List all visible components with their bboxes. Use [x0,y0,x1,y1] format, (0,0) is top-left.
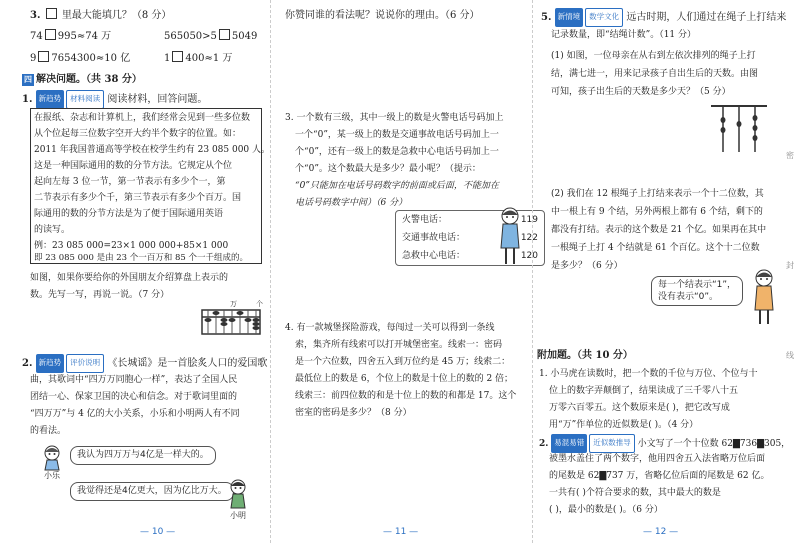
xiaole-speech-bubble: 我认为四万万与4亿是一样大的。 [70,446,216,465]
question-line: 的尾数是 62▇737 万，省略亿位后面的尾数是 62 亿。 [549,471,770,481]
tag-badge: 新情境 [555,8,584,27]
section-icon: 四 [24,75,32,84]
xiaoming-avatar-icon [226,478,250,508]
question-line: 线索三：前四位数的和是十位上的数的和都是 17。这个 [295,391,517,401]
answer-box[interactable] [46,8,57,19]
knotted-ropes-figure [709,100,769,156]
q3-row-2: 9 7654300≈10 亿 1 400≈1 万 [30,53,233,64]
xiaoming-name: 小明 [230,511,246,520]
question-line: 你赞同谁的看法呢？说说你的理由。（6 分） [285,10,480,21]
reading-line: 二节表示有多少个千，第三节表示有多少个百万。国 [34,193,242,203]
question-line: 可知，孩子出生后的天数是多少天？（5 分） [551,87,731,97]
question-line: 4. 有一款城堡探险游戏，每闯过一关可以得到一条线 [285,323,495,333]
reading-line: 在报纸、杂志和计算机上，我们经常会见到一些多位数 [34,113,251,123]
tag-badge: 数学文化 [585,8,623,27]
question-line: “四万万”与 4 亿的大小关系，小乐和小明两人有不同 [30,409,240,419]
question-line: (2) 我们在 12 根绳子上打结来表示一个十二位数，其 [551,189,764,199]
question-line: 都没有打结。表示的这个数是 21 个亿。如果再在其中 [551,225,767,235]
question-line: 索，集齐所有线索可以打开城堡密室。线索一：密码 [295,340,503,350]
seal-line-glyph: 密 [786,151,794,160]
question-line: 一个“0”，某一级上的数是交通事故电话号码加上一 [295,130,499,140]
answer-box[interactable] [38,51,49,62]
question-line: 1. 小马虎在读数时，把一个数的千位与万位、个位与十 [539,369,758,379]
page-number: — 10 — [140,527,176,537]
phone-row: 火警电话： 119 [402,215,538,225]
child-figure-icon [751,268,777,326]
seal-line-glyph: 封 [786,261,794,270]
question-line: 个“0”，还有一级上的数是急救中心电话号码加上一 [295,147,499,157]
question-line: 团结一心、保家卫国的决心和信念。对于歌词里面的 [30,392,238,402]
question-line: 个“0”。这个数最大是多少？最小呢？（提示： [295,164,481,174]
question-line: 是多少？（6 分） [551,261,623,271]
q3-row-1: 74 995≈74 万 565050>5 5049 [30,31,258,42]
tag-badge: 材料阅读 [66,90,104,109]
tag-badge: 评价说明 [66,354,104,373]
hint-line: 电话号码数字中间）（6 分） [295,198,408,208]
q3-title-text: 里最大能填几？（8 分） [61,10,172,21]
question-line: 万零六百零五。这个数原来是( )，把它改写成 [549,403,730,413]
question-line: 记录数量，即“结绳计数”。（11 分） [551,30,697,40]
answer-box[interactable] [219,29,230,40]
question-line: 如图，如果你要给你的外国朋友介绍算盘上表示的 [30,273,229,283]
question-line: 是一个六位数，四舍五入到万位约是 45 万；线索二： [295,357,511,367]
child-figure-icon [497,206,523,266]
xiaole-name: 小乐 [44,471,60,480]
e2-heading: 2. 易混易错 近似数推导 小文写了一个十位数 62▇736▇305， [539,434,792,453]
question-line: 结，满七进一，用来记录孩子自出生后的天数。由图 [551,69,759,79]
abacus-figure [200,298,262,338]
phone-row: 急救中心电话： 120 [402,251,538,261]
section-heading: 四 解决问题。（共 38 分） [24,74,142,85]
question-line: ( )，最小的数是( )。（6 分） [549,505,663,515]
right-page [532,0,800,543]
reading-line: 2011 年我国普通高等学校在校学生约有 23 085 000 人。 [34,145,271,155]
q2-heading: 2. 新趋势 评价说明 《长城谣》是一首脍炙人口的爱国歌 [22,354,262,373]
question-line: 中一根上有 9 个结，另外两根上都有 6 个结，剩下的 [551,207,763,217]
page-number: — 12 — [643,527,679,537]
reading-line: 例：23 085 000=23×1 000 000+85×1 000 [34,241,229,251]
seal-line-glyph: 线 [786,351,794,360]
answer-box[interactable] [172,51,183,62]
reading-line: 从个位起每三位数字空开大约半个数字的位置。如： [34,129,242,139]
hint-speech-bubble: 每一个结表示“1”， 没有表示“0”。 [651,276,743,306]
question-line: 被墨水盖住了两个数字，他用四舍五入法省略万位后面 [549,454,766,464]
question-line: 一共有( )个符合要求的数，其中最大的数是 [549,488,721,498]
question-line: 曲，其歌词中“四万万同胞心一样”，表达了全国人民 [30,375,238,385]
reading-line: 起向左每 3 位一节，第一节表示有多少个一，第 [34,177,226,187]
middle-page [270,0,538,543]
question-line: 的看法。 [30,426,67,436]
reading-line: 即 23 085 000 是由 23 个一百万和 85 个一千组成的。 [34,253,249,263]
question-line: 一根绳子上打 4 个结就是 61 个百亿。这个十二位数 [551,243,760,253]
abacus-label-ge: 个 [256,300,263,308]
xiaole-avatar-icon [40,444,64,470]
tag-badge: 近似数推导 [589,434,635,453]
left-page [0,0,270,543]
question-line: 数。先写一写，再说一说。（7 分） [30,290,170,300]
question-line: (1) 如图，一位母亲在从右到左依次排列的绳子上打 [551,51,756,61]
page-number: — 11 — [383,527,419,537]
reading-line: 的读写。 [34,225,71,235]
answer-box[interactable] [45,29,56,40]
bonus-section-heading: 附加题。（共 10 分） [537,350,633,361]
phone-row: 交通事故电话： 122 [402,233,538,243]
question-line: 3. 一个数有三级，其中一级上的数是火警电话号码加上 [285,113,504,123]
tag-badge: 易混易错 [551,434,587,453]
question-line: 用“万”作单位的近似数是( )。（4 分） [549,420,699,430]
question-line: 位上的数字弄颠倒了，结果读成了三千零八十五 [549,386,739,396]
q1-heading: 1. 新趋势 材料阅读 阅读材料，回答问题。 [22,90,262,109]
question-line: 密室的密码是多少？（8 分） [295,408,412,418]
reading-line: 际通用的数的分节方法是为了便于国际通用英语 [34,209,224,219]
xiaoming-speech-bubble: 我觉得还是4亿更大，因为亿比万大。 [70,482,234,501]
question-line: 最低位上的数是 6，个位上的数是十位上的数的 2 倍； [295,374,514,384]
tag-badge: 新趋势 [36,354,65,373]
reading-line: 这是一种国际通用的数的分节方法。它规定从个位 [34,161,233,171]
abacus-label-wan: 万 [230,300,237,308]
tag-badge: 新趋势 [36,90,65,109]
q3-fill-boxes-title: 3. 里最大能填几？（8 分） [30,10,172,21]
hint-line: “0”只能加在电话号码数字的前面或后面，不能加在 [295,181,499,191]
q5-heading: 5. 新情境 数学文化 远古时期，人们通过在绳子上打结来 [541,8,792,27]
